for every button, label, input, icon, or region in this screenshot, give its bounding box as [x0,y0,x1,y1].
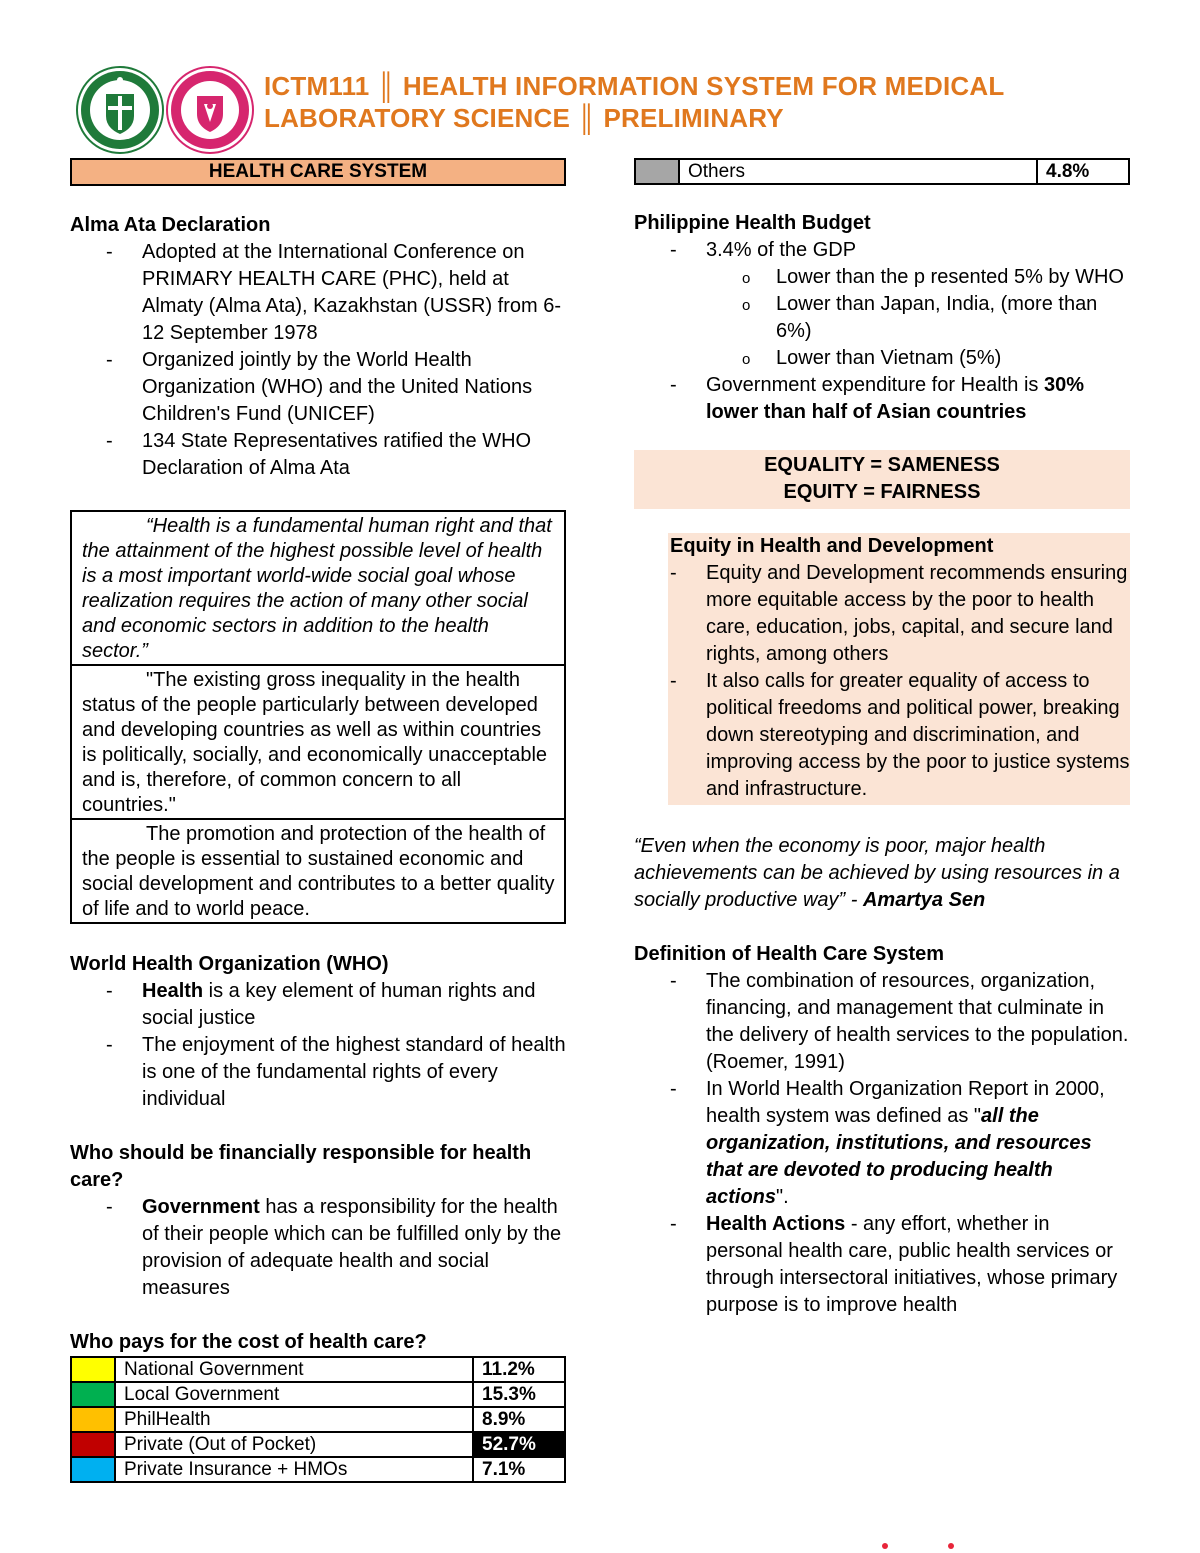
alma-ata-list [70,239,566,482]
quote-text: “Health is a fundamental human right and that the attainment of the highest possible level of health is a most important world-wide social goal whose realization requires the action of many other social and economic sectors in addition to the health sector.” [82,515,552,662]
sublist-item: o Lower than Vietnam (5%) [634,345,1130,372]
color-swatch [635,159,679,184]
color-swatch [71,1382,115,1407]
table-row [71,1407,565,1432]
list-item-text: ". [776,1186,789,1208]
payer-label: Private Insurance + HMOs [115,1457,473,1482]
decorative-dot [948,1543,954,1549]
payer-value: 8.9% [473,1407,565,1432]
equity-development-list [634,560,1130,803]
list-item-text: 3.4% of the GDP [706,239,857,261]
payer-value: 15.3% [473,1382,565,1407]
table-row [71,1357,565,1382]
quote-author: Amartya Sen [862,889,986,911]
quote-text: “Even when the economy is poor, major health achievements can be achieved by using resources in a socially productive way” - [634,835,1120,911]
list-item: - Equity and Development recommends ensuring more equitable access by the poor to health care, education, jobs, capital, and secure land rights, among others [634,560,1130,668]
list-item: - 134 State Representatives ratified the WHO Declaration of Alma Ata [70,428,566,482]
section-title: HEALTH CARE SYSTEM [70,158,566,186]
list-item: - The enjoyment of the highest standard of health is one of the fundamental rights of every individual [70,1032,566,1113]
equity-line: EQUITY = FAIRNESS [783,481,981,503]
payer-label: National Government [115,1357,473,1382]
color-swatch [71,1407,115,1432]
payer-label: Others [679,159,1037,184]
decorative-dot [882,1543,888,1549]
table-row [71,1457,565,1482]
list-item [634,1076,1130,1211]
list-item [634,237,1130,372]
left-column [70,158,566,1483]
definition-heading: Definition of Health Care System [634,943,945,965]
list-item [70,1194,566,1302]
quote-cell [72,512,564,664]
list-item: - The combination of resources, organization, financing, and management that culminate in the delivery of health services to the population. (Roemer, 1991) [634,968,1130,1076]
alma-ata-heading: Alma Ata Declaration [70,214,271,236]
list-item: - It also calls for greater equality of access to political freedoms and political power, breaking down stereotyping and discrimination, and improving access by the poor to justice systems and infrastructure. [634,668,1130,803]
list-item: - Organized jointly by the World Health Organization (WHO) and the United Nations Children's Fund (UNICEF) [70,347,566,428]
payer-label: PhilHealth [115,1407,473,1432]
quote-cell [72,818,564,922]
list-item [634,372,1130,426]
quote-text: The promotion and protection of the health of the people is essential to sustained economic and social development and contributes to a better quality of life and to world peace. [82,823,555,920]
equity-development-box [634,533,1130,805]
financial-list [70,1194,566,1302]
who-list [70,978,566,1113]
sublist-item: o Lower than Japan, India, (more than 6%) [634,291,1130,345]
quote-text: "The existing gross inequality in the health status of the people particularly between developed and developing countries as well as within countries is politically, socially, and economically unacceptable and is, therefore, of common concern to all countries." [82,669,548,816]
payers-table [70,1356,566,1483]
budget-sublist [634,264,1130,372]
bold-term: 30% lower than half of Asian countries [706,374,1084,423]
definition-list [634,968,1130,1319]
payers-heading: Who pays for the cost of health care? [70,1331,427,1353]
equality-line: EQUALITY = SAMENESS [764,454,1000,476]
bold-term: Government [142,1196,260,1218]
list-item: - Adopted at the International Conference on PRIMARY HEALTH CARE (PHC), held at Almaty (Alma Ata), Kazakhstan (USSR) from 6-12 September 1978 [70,239,566,347]
who-heading: World Health Organization (WHO) [70,953,389,975]
bold-italic-term: all the organization, institutions, and resources that are devoted to producing health actions [706,1105,1092,1208]
payer-value: 52.7% [473,1432,565,1457]
list-item-text: Government expenditure for Health is [706,374,1044,396]
color-swatch [71,1357,115,1382]
sublist-item: o Lower than the p resented 5% by WHO [634,264,1130,291]
color-swatch [71,1457,115,1482]
budget-heading: Philippine Health Budget [634,212,871,234]
equality-equity-box [634,450,1130,509]
payer-value: 11.2% [473,1357,565,1382]
table-row [71,1432,565,1457]
table-row [71,1382,565,1407]
payer-label: Private (Out of Pocket) [115,1432,473,1457]
document-title: ICTM111 ║ HEALTH INFORMATION SYSTEM FOR MEDICAL LABORATORY SCIENCE ║ PRELIMINARY [264,71,1004,133]
list-item-text: - any effort, whether in personal health care, public health services or through intersectoral initiatives, whose primary purpose is to improve health [706,1213,1118,1316]
right-column [634,158,1130,1319]
equity-development-highlight [668,533,1130,805]
list-item-text: has a responsibility for the health of their people which can be fulfilled only by the provision of adequate health and social measures [142,1196,562,1299]
financial-heading: Who should be financially responsible for health care? [70,1142,532,1191]
amartya-sen-quote [634,833,1130,914]
bold-term: Health Actions [706,1213,846,1235]
list-item [634,1211,1130,1319]
quote-cell [72,664,564,818]
university-seal-logo [76,66,164,154]
others-table [634,158,1130,185]
college-seal-logo [166,66,254,154]
table-row [635,159,1129,184]
payer-value: 7.1% [473,1457,565,1482]
budget-list [634,237,1130,426]
list-item-text: In World Health Organization Report in 2000, health system was defined as " [706,1078,1105,1127]
equity-development-heading: Equity in Health and Development [670,535,994,557]
payer-label: Local Government [115,1382,473,1407]
payer-value: 4.8% [1037,159,1129,184]
declaration-quotes-box [70,510,566,924]
bold-term: Health [142,980,204,1002]
list-item-text: is a key element of human rights and social justice [142,980,536,1029]
list-item [70,978,566,1032]
color-swatch [71,1432,115,1457]
